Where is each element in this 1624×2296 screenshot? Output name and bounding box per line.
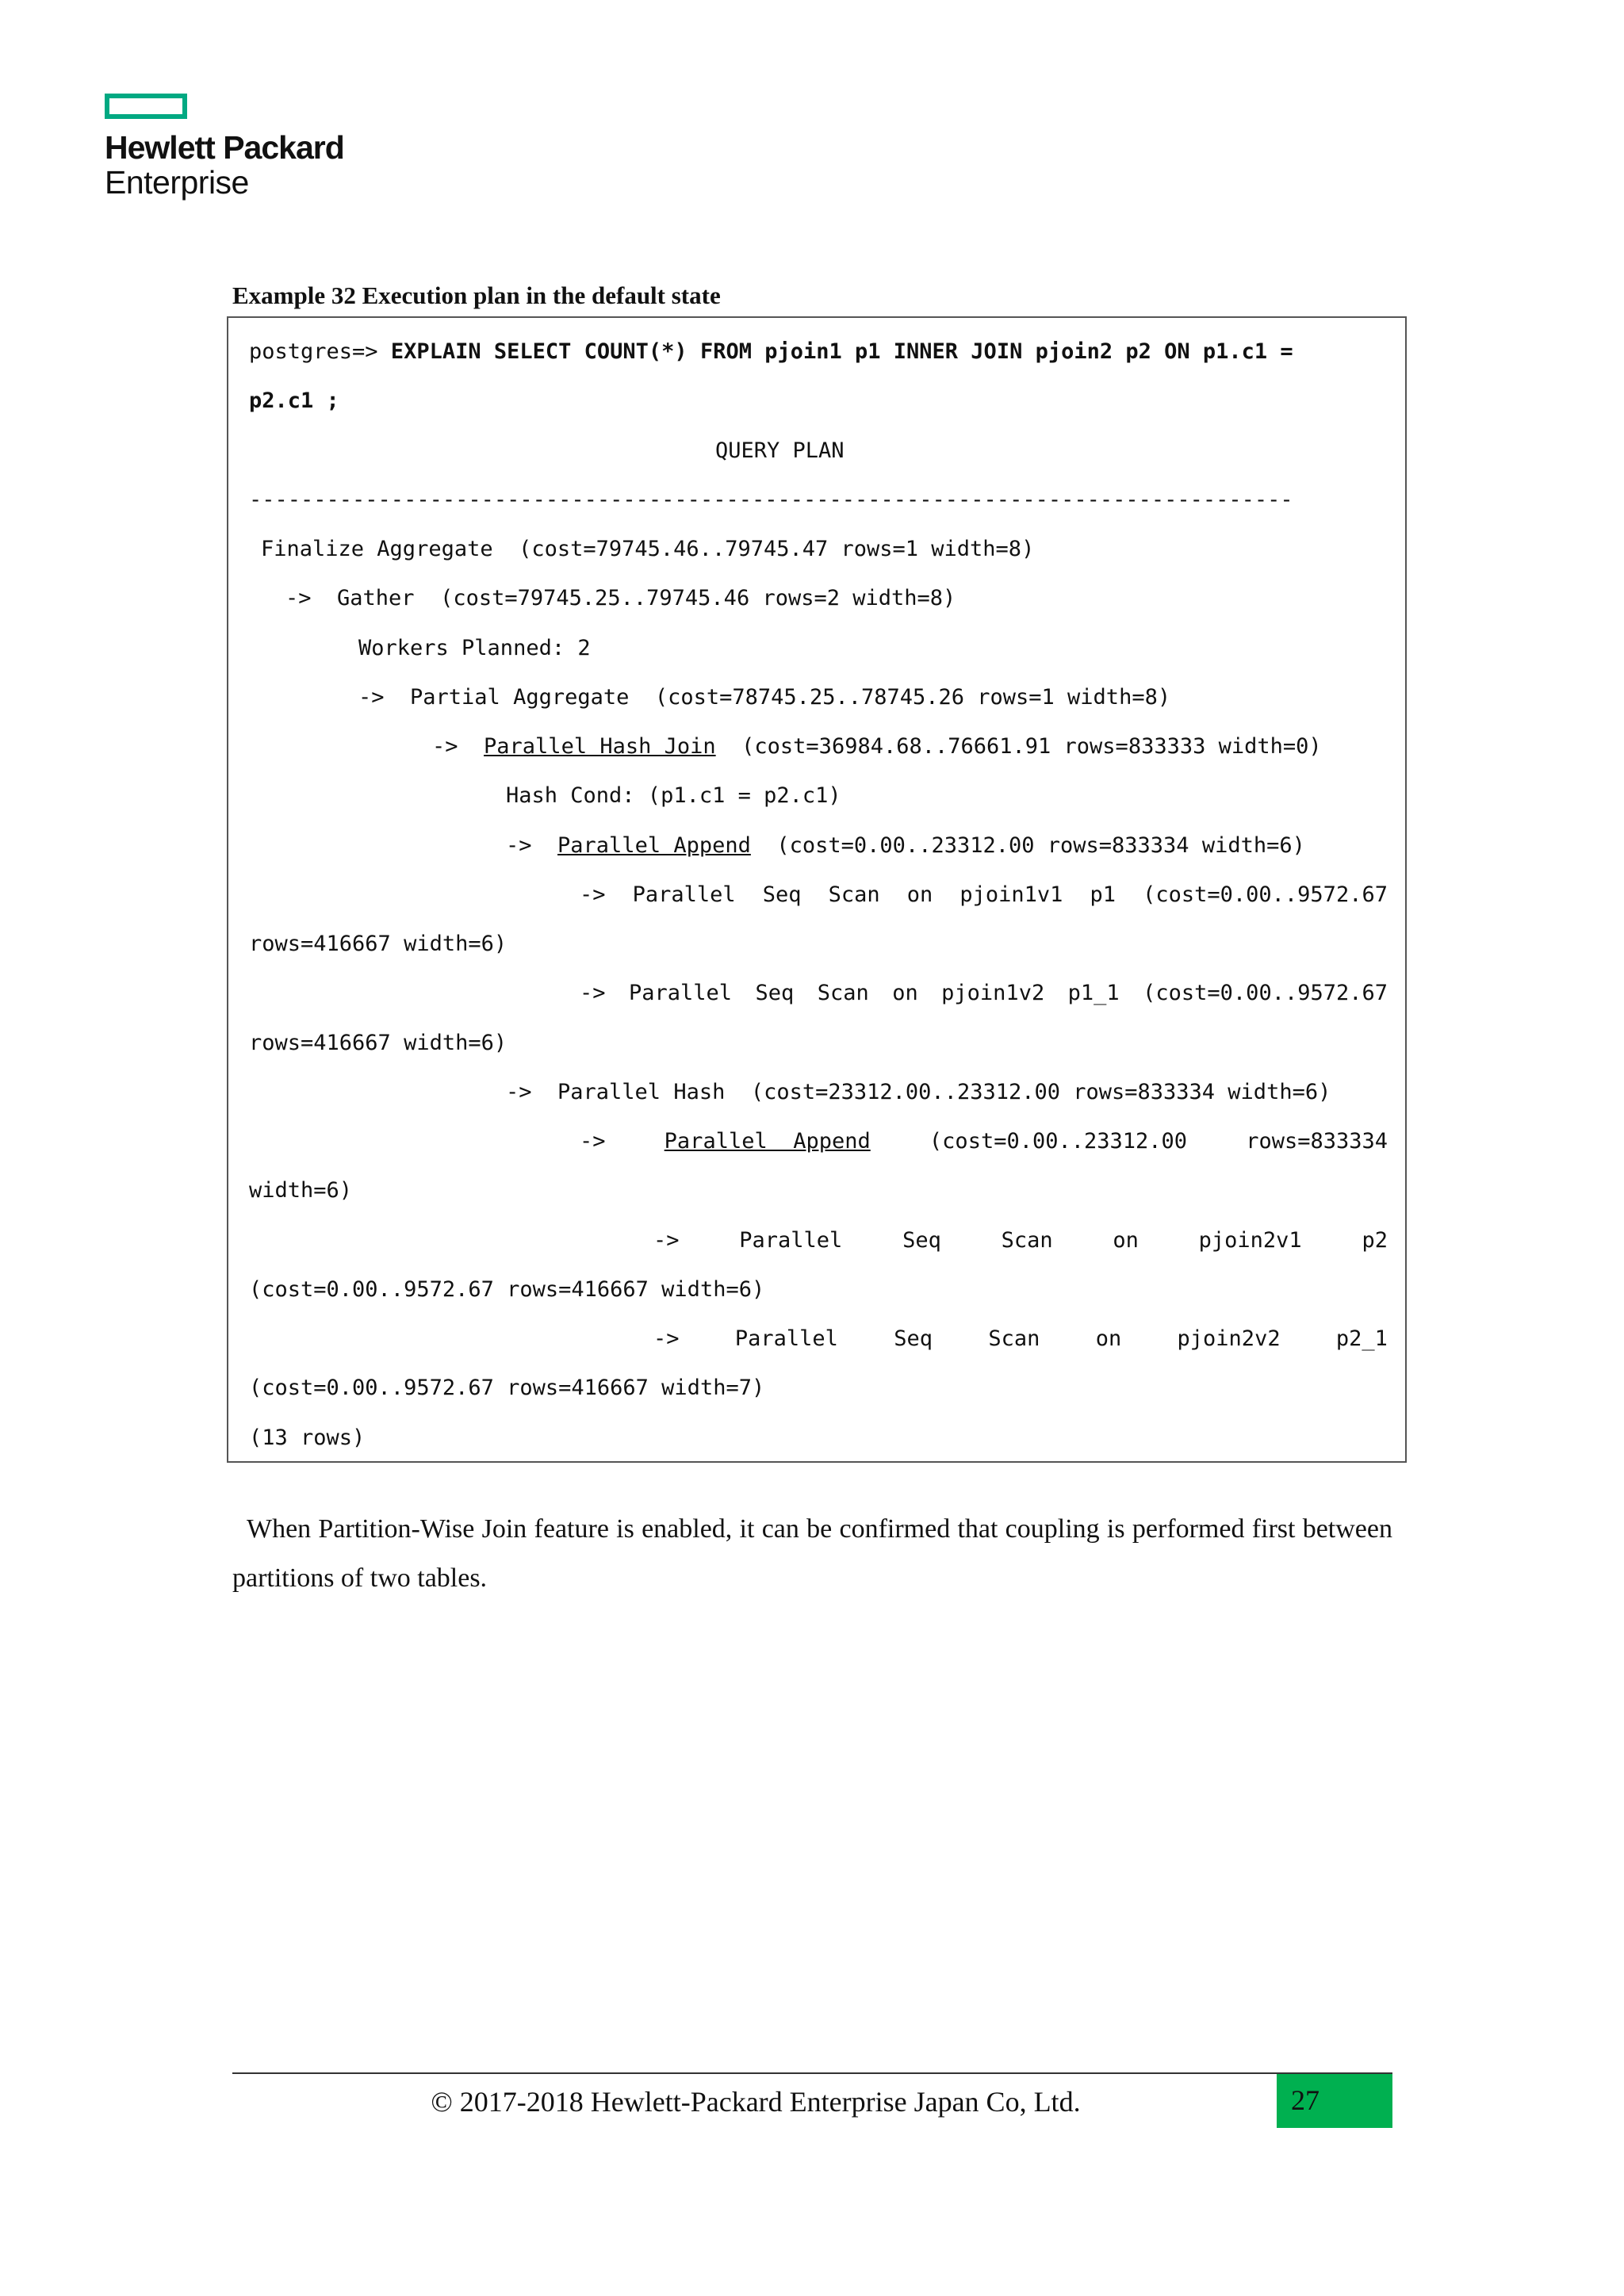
plan-line-seq-scan-3-cont: (cost=0.00..9572.67 rows=416667 width=6)	[249, 1277, 765, 1302]
plan-row-count: (13 rows)	[249, 1425, 366, 1450]
plan-line-seq-scan-3	[653, 1225, 1388, 1257]
plan-line-parallel-append-2	[580, 1126, 1388, 1158]
plan-line-hash-cond: Hash Cond: (p1.c1 = p2.c1)	[506, 783, 841, 808]
word: (cost=0.00..9572.67	[1143, 882, 1388, 907]
word: Scan	[1001, 1228, 1053, 1253]
word: (cost=0.00..9572.67	[1143, 981, 1388, 1005]
word: on	[906, 882, 933, 907]
plan-line-finalize: Finalize Aggregate (cost=79745.46..79745.47 rows=1 width=8)	[261, 537, 1035, 561]
word: pjoin2v2	[1177, 1326, 1281, 1351]
footer-copyright: © 2017-2018 Hewlett-Packard Enterprise Japan Co, Ltd.	[431, 2086, 1081, 2118]
word: on	[1113, 1228, 1139, 1253]
plan-line-workers: Workers Planned: 2	[358, 636, 591, 660]
word: ->	[580, 981, 606, 1005]
word: pjoin1v1	[959, 882, 1063, 907]
word: Scan	[817, 981, 869, 1005]
code-line-query-cont	[249, 385, 339, 417]
plan-line-seq-scan-1-cont: rows=416667 width=6)	[249, 932, 508, 956]
company-logo	[105, 94, 344, 200]
plan-line-parallel-hash: -> Parallel Hash (cost=23312.00..23312.00 rows=833334 width=6)	[506, 1080, 1331, 1104]
word: Parallel	[632, 882, 736, 907]
word: p1_1	[1067, 981, 1120, 1005]
parallel-append-label: Parallel Append	[557, 833, 751, 858]
code-listing-box	[227, 316, 1407, 1463]
word: p2_1	[1335, 1326, 1388, 1351]
plan-cost: (cost=36984.68..76661.91 rows=833333 width=0)	[715, 734, 1322, 759]
word: p1	[1090, 882, 1116, 907]
word: ->	[580, 882, 606, 907]
word: Parallel	[734, 1326, 838, 1351]
word: (cost=0.00..23312.00	[929, 1129, 1188, 1154]
plan-line-seq-scan-4-cont: (cost=0.00..9572.67 rows=416667 width=7)	[249, 1376, 765, 1400]
word: on	[892, 981, 918, 1005]
plan-line-parallel-append-2-cont: width=6)	[249, 1178, 353, 1203]
plan-arrow: ->	[506, 833, 558, 858]
logo-text-line2: Enterprise	[105, 164, 249, 201]
word: pjoin1v2	[941, 981, 1045, 1005]
plan-line-gather: -> Gather (cost=79745.25..79745.46 rows=2 width=8)	[285, 586, 956, 610]
psql-prompt: postgres=>	[249, 339, 391, 364]
plan-line-partial-aggregate: -> Partial Aggregate (cost=78745.25..78745.26 rows=1 width=8)	[358, 685, 1171, 710]
plan-cost: (cost=0.00..23312.00 rows=833334 width=6)	[750, 833, 1305, 858]
code-line-query	[249, 336, 1293, 368]
query-plan-separator: ---------------------------------------------------------------------------------	[249, 488, 1293, 512]
word: Parallel	[628, 981, 733, 1005]
word: ->	[653, 1228, 680, 1253]
word: Seq	[894, 1326, 933, 1351]
word: Scan	[828, 882, 880, 907]
word: Scan	[988, 1326, 1040, 1351]
parallel-append-label: Parallel Append	[664, 1129, 871, 1154]
parallel-hash-join-label: Parallel Hash Join	[484, 734, 716, 759]
plan-line-seq-scan-2	[580, 978, 1388, 1009]
plan-arrow: ->	[432, 734, 485, 759]
word: rows=833334	[1246, 1129, 1388, 1154]
word: Parallel	[739, 1228, 843, 1253]
sql-query-part1: EXPLAIN SELECT COUNT(*) FROM pjoin1 p1 INNER JOIN pjoin2 p2 ON p1.c1 =	[390, 339, 1293, 364]
footer-divider	[232, 2072, 1392, 2074]
word: p2	[1362, 1228, 1388, 1253]
sql-query-part2: p2.c1 ;	[249, 388, 339, 413]
word: Seq	[762, 882, 802, 907]
plan-line-seq-scan-4	[653, 1323, 1388, 1355]
page-number-badge	[1277, 2074, 1392, 2128]
word: Seq	[755, 981, 795, 1005]
plan-line-parallel-hash-join	[432, 731, 1322, 763]
plan-line-parallel-append-1	[506, 830, 1305, 862]
logo-text-line1: Hewlett Packard	[105, 129, 344, 166]
logo-rectangle-icon	[105, 94, 187, 119]
word: on	[1095, 1326, 1122, 1351]
example-caption: Example 32 Execution plan in the default state	[232, 281, 721, 309]
word: ->	[580, 1129, 606, 1154]
page-number: 27	[1291, 2084, 1320, 2116]
query-plan-header: QUERY PLAN	[715, 438, 845, 463]
word: ->	[653, 1326, 680, 1351]
plan-line-seq-scan-1	[580, 879, 1388, 911]
word: Seq	[902, 1228, 941, 1253]
word: pjoin2v1	[1198, 1228, 1302, 1253]
plan-line-seq-scan-2-cont: rows=416667 width=6)	[249, 1031, 508, 1055]
body-paragraph: When Partition-Wise Join feature is enabled, it can be confirmed that coupling is performed first between partitions of two tables.	[232, 1514, 1392, 1593]
